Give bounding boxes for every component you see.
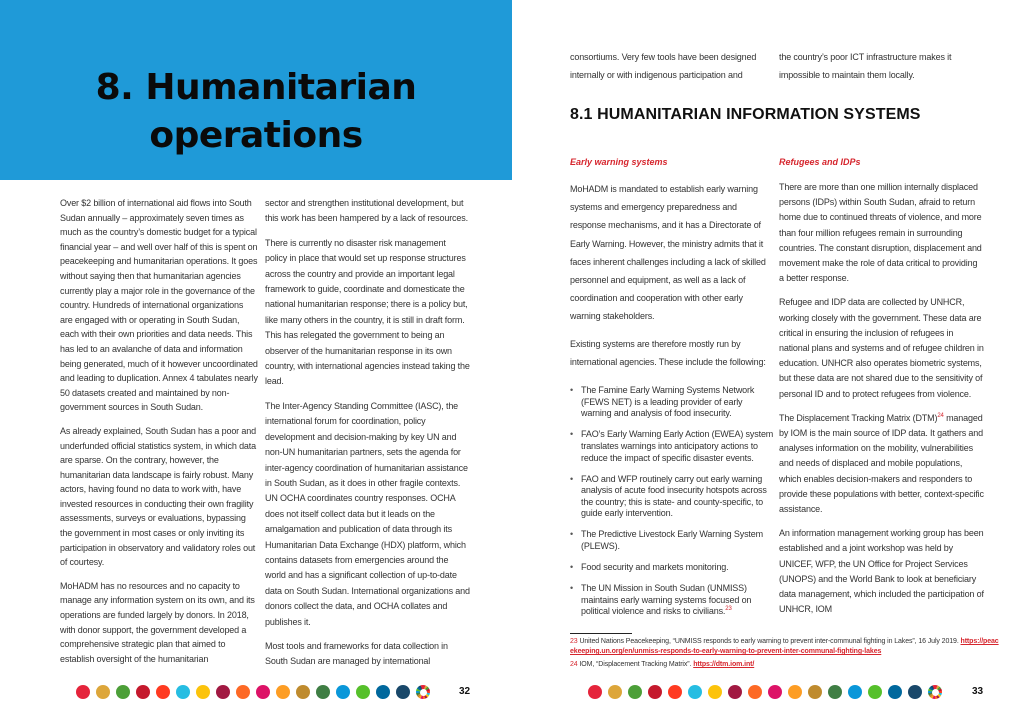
continued-text-2: the country’s poor ICT infrastructure makes it impossible to maintain them locally.	[779, 52, 952, 81]
footnote-link[interactable]: https://peacekeeping.un.org/en/unmiss-responds-to-early-warning-to-prevent-inter-communal-fighting-lakes	[570, 638, 999, 655]
sdg-goal-15-icon	[356, 685, 370, 699]
sdg-goal-12-icon	[296, 685, 310, 699]
footnote-link[interactable]: https://dtm.iom.int/	[693, 661, 755, 668]
list-item	[570, 583, 775, 618]
chapter-title-line1: 8. Humanitarian	[95, 67, 417, 108]
subheading-early-warning: Early warning systems	[570, 157, 668, 167]
left-page-column-2	[265, 196, 470, 679]
sdg-goal-13-icon	[316, 685, 330, 699]
sdg-goal-8-icon	[728, 685, 742, 699]
footnote-ref-24[interactable]: 24	[937, 412, 944, 419]
sdg-goal-14-icon	[848, 685, 862, 699]
sdg-icon-row-left	[76, 685, 430, 699]
footnote-text: IOM, “Displacement Tracking Matrix”.	[577, 661, 694, 668]
sdg-goal-8-icon	[216, 685, 230, 699]
early-warning-list	[570, 385, 775, 618]
sdg-icon-row-right	[588, 685, 942, 699]
footnote-23	[570, 637, 1000, 657]
paragraph: There are more than one million internally displaced persons (IDPs) within South Sudan, afraid to return home due to continued threats of violence, and more than four million refugees remain in surrounding countries. The constant disruption, displacement and movement make the role of data critical to providing a better response.	[779, 182, 982, 284]
footnote-divider	[570, 633, 632, 634]
sdg-goal-2-icon	[608, 685, 622, 699]
paragraph: MoHADM is mandated to establish early warning systems and emergency preparedness and response mechanisms, and it has a Directorate of Early Warning. However, the ministry admits that it faces inherent challenges including a lack of skilled personnel and equipment, as well as a lack of coordination and cooperation with other early warning stakeholders.	[570, 184, 766, 322]
section-heading: 8.1 HUMANITARIAN INFORMATION SYSTEMS	[570, 106, 921, 123]
paragraph-text: The Displacement Tracking Matrix (DTM)	[779, 412, 938, 423]
chapter-title-line2: operations	[149, 115, 363, 156]
footnote-24	[570, 660, 1000, 670]
sdg-goal-7-icon	[708, 685, 722, 699]
footnote-ref-23[interactable]: 23	[725, 606, 732, 613]
continued-text-1: consortiums. Very few tools have been designed internally or with indigenous participation and	[570, 52, 757, 81]
footnotes	[570, 633, 1000, 673]
sdg-goal-17-icon	[396, 685, 410, 699]
list-item-text: The UN Mission in South Sudan (UNMISS) maintains early warning systems focused on political violence and risks to civilians.	[581, 583, 752, 617]
sdg-goal-3-icon	[628, 685, 642, 699]
paragraph: There is currently no disaster risk management policy in place that would set up response structures across the country and provide an important legal framework to guide, coordinate and domesticate the national humanitarian response; there is a policy but, like many others in the country, it is still in draft form. This has relegated the government to being an observer of the humanitarian response in its own country, with international agencies instead taking the lead.	[265, 237, 470, 387]
sdg-goal-2-icon	[96, 685, 110, 699]
paragraph: An information management working group has been established and a joint workshop was held by UNICEF, WFP, the UN Office for Project Services (UNOPS) and the World Bank to look at beneficiary data management, which included the participation of UNHCR, IOM	[779, 528, 984, 615]
list-item: • Food security and markets monitoring.	[570, 562, 775, 574]
chapter-title	[0, 64, 512, 160]
sdg-goal-1-icon	[588, 685, 602, 699]
paragraph: The Inter-Agency Standing Committee (IASC), the international forum for coordination, policy development and decision-making by key UN and non-UN humanitarian partners, sets the agenda for inter-agency coordination of humanitarian assistance in South Sudan, as it does in other fragile contexts. UN OCHA coordinates country responses. OCHA does not itself collect data but it leads on the amalgamation and publication of data through its Humanitarian Data Exchange (HDX) platform, which contains datasets from emergencies around the world and has a significant collection of up-to-date data on South Sudan. International organizations and donors collect the data, and OCHA collates and publishes it.	[265, 400, 470, 627]
sdg-goal-15-icon	[868, 685, 882, 699]
sdg-goal-11-icon	[276, 685, 290, 699]
sdg-goal-13-icon	[828, 685, 842, 699]
sdg-goal-16-icon	[888, 685, 902, 699]
sdg-goal-7-icon	[196, 685, 210, 699]
sdg-goal-17-icon	[908, 685, 922, 699]
right-page-column-2	[779, 180, 984, 626]
paragraph: sector and strengthen institutional development, but this work has been hampered by a lack of resources.	[265, 198, 468, 224]
page-number-right: 33	[972, 686, 984, 697]
footnote-number: 24	[570, 661, 578, 668]
sdg-goal-4-icon	[136, 685, 150, 699]
subheading-refugees: Refugees and IDPs	[779, 157, 861, 167]
paragraph	[779, 411, 984, 517]
paragraph: MoHADM has no resources and no capacity to manage any information system on its own, and its operations are funded largely by donors. In 2018, with donor support, the government developed a comprehensive strategic plan that aimed to establish oversight of the humanitarian	[60, 580, 255, 664]
list-item: • FAO and WFP routinely carry out early warning analysis of acute food insecurity hotspots across the country; this is state- and county-specific, to guide early intervention.	[570, 474, 775, 520]
sdg-wheel-icon	[416, 685, 430, 699]
sdg-goal-10-icon	[768, 685, 782, 699]
sdg-goal-9-icon	[236, 685, 250, 699]
sdg-goal-16-icon	[376, 685, 390, 699]
paragraph-text: managed by IOM is the main source of IDP data. It gathers and analyses information on the mobility, vulnerabilities and needs of displaced and mobile populations, which enables decision-makers and responders to provide these populations with better, context-specific assistance.	[779, 412, 984, 515]
sdg-goal-6-icon	[176, 685, 190, 699]
left-page-column-1	[60, 196, 258, 675]
sdg-goal-5-icon	[668, 685, 682, 699]
paragraph: Refugee and IDP data are collected by UNHCR, working closely with the government. These data are critical in ensuring the inclusion of refugees in national plans and systems and of refugee children in education. UNHCR also operates biometric systems, but these data are not shared due to the sensitivity of personal ID and to protect refugees from violence.	[779, 297, 984, 399]
sdg-goal-11-icon	[788, 685, 802, 699]
paragraph: Most tools and frameworks for data collection in South Sudan are managed by international	[265, 640, 448, 667]
page-number-left: 32	[459, 686, 471, 697]
paragraph: Over $2 billion of international aid flows into South Sudan annually – approximately seven times as much as the country’s domestic budget for a typical financial year – and well over half of this is spent on peacekeeping and humanitarian operations. It goes without saying then that humanitarian agencies currently play a major role in the governance of the country. Hundreds of international organizations are engaged with or operating in South Sudan, each with their own priorities and data needs. This has led to an avalanche of data and information being generated, much of it however uncoordinated and leading to duplication. Annex 4 tabulates nearly 50 datasets created and maintained by non-government sources in South Sudan.	[60, 198, 258, 413]
sdg-goal-5-icon	[156, 685, 170, 699]
list-item: • The Predictive Livestock Early Warning System (PLEWS).	[570, 529, 775, 552]
list-item: • FAO’s Early Warning Early Action (EWEA) system translates warnings into anticipatory actions to reduce the impact of specific disaster events.	[570, 429, 775, 464]
paragraph: Existing systems are therefore mostly run by international agencies. These include the following:	[570, 338, 766, 367]
sdg-goal-9-icon	[748, 685, 762, 699]
sdg-goal-12-icon	[808, 685, 822, 699]
right-page-column-1	[570, 180, 775, 628]
sdg-goal-3-icon	[116, 685, 130, 699]
sdg-goal-10-icon	[256, 685, 270, 699]
sdg-goal-6-icon	[688, 685, 702, 699]
paragraph: As already explained, South Sudan has a poor and underfunded official statistics system, in which data are sparse. On the contrary, however, the humanitarian data landscape is fairly robust. Many actors, having found no data to work with, have invested resources in conducting their own fragility assessments, surveys or evaluations, bypassing the government in most cases or only inviting its participation in observatory and validatory roles out of courtesy.	[60, 425, 256, 568]
sdg-goal-4-icon	[648, 685, 662, 699]
footnote-number: 23	[570, 638, 578, 645]
sdg-goal-1-icon	[76, 685, 90, 699]
sdg-goal-14-icon	[336, 685, 350, 699]
footnote-text: United Nations Peacekeeping, “UNMISS responds to early warning to prevent inter-communal fighting in Lakes”, 16 July 2019.	[577, 638, 961, 645]
sdg-wheel-icon	[928, 685, 942, 699]
list-item: • The Famine Early Warning Systems Network (FEWS NET) is a leading provider of early warning and analysis of food insecurity.	[570, 385, 775, 420]
